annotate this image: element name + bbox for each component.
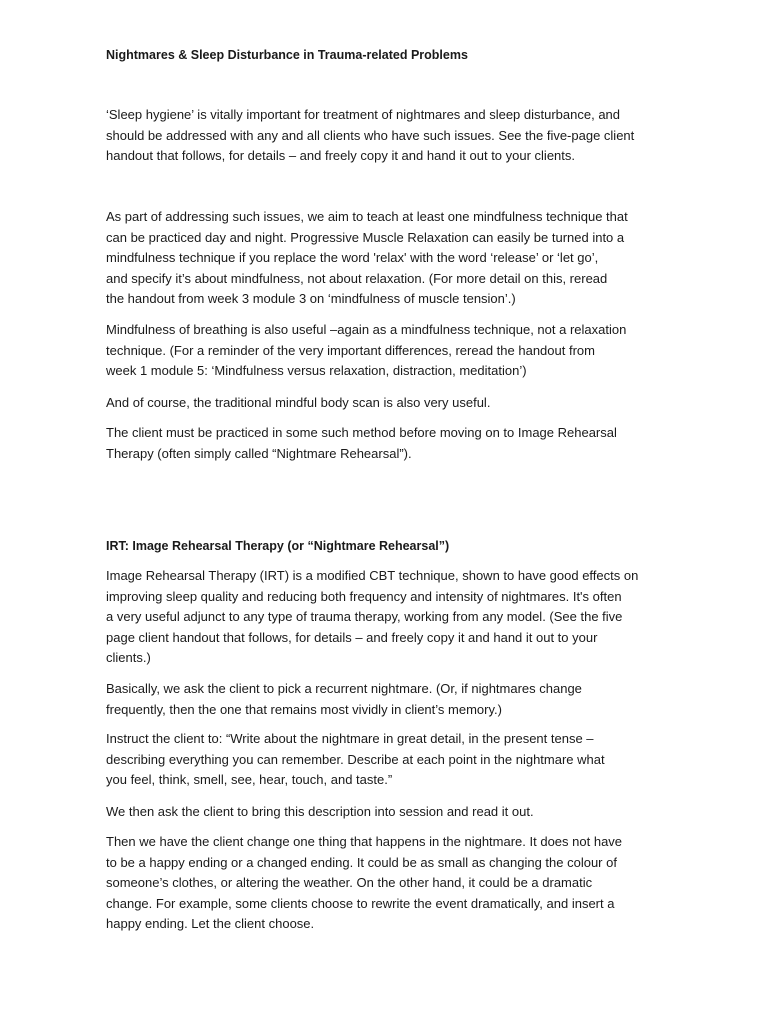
paragraph-mindfulness-technique: As part of addressing such issues, we aim to teach at least one mindfulness technique that can be practiced day and night. Progressive Muscle Relaxation can easily be turned into a mindfulness technique if you replace the word 'relax' with the word ‘release’ or ‘let go’, and specify it’s about mindfulness, not about relaxation. (For more detail on this, reread the handout from week 3 module 3 on ‘mindfulness of muscle tension’.)	[106, 209, 628, 307]
paragraph-change-one-thing: Then we have the client change one thing that happens in the nightmare. It does not have to be a happy ending or a changed ending. It could be as small as changing the colour of someone’s clothes, or altering the weather. On the other hand, it could be a dramatic change. For example, some clients choose to rewrite the event dramatically, and insert a happy ending. Let the client choose.	[106, 834, 623, 932]
section-heading-irt: IRT: Image Rehearsal Therapy (or “Nightmare Rehearsal”)	[106, 539, 450, 553]
paragraph-read-in-session: We then ask the client to bring this description into session and read it out.	[106, 804, 534, 819]
document-title: Nightmares & Sleep Disturbance in Trauma-related Problems	[106, 48, 468, 62]
paragraph-sleep-hygiene: ‘Sleep hygiene’ is vitally important for treatment of nightmares and sleep disturbance, and should be addressed with any and all clients who have such issues. See the five-page client handout that follows, for details – and freely copy it and hand it out to your clients.	[106, 107, 635, 164]
paragraph-body-scan: And of course, the traditional mindful body scan is also very useful.	[106, 395, 491, 410]
paragraph-instruct-client: Instruct the client to: “Write about the nightmare in great detail, in the present tense – describing everything you can remember. Describe at each point in the nightmare what you feel, think, smell, see, hear, touch, and taste.”	[106, 731, 605, 788]
paragraph-mindfulness-breathing: Mindfulness of breathing is also useful –again as a mindfulness technique, not a relaxation technique. (For a reminder of the very important differences, reread the handout from week 1 module 5: ‘Mindfulness versus relaxation, distraction, meditation’)	[106, 322, 627, 379]
paragraph-irt-intro: Image Rehearsal Therapy (IRT) is a modified CBT technique, shown to have good effects on improving sleep quality and reducing both frequency and intensity of nightmares. It's often a very useful adjunct to any type of trauma therapy, working from any model. (See the five page client handout that follows, for details – and freely copy it and hand it out to your clients.)	[106, 568, 639, 666]
paragraph-practice-before-irt: The client must be practiced in some such method before moving on to Image Rehearsal Therapy (often simply called “Nightmare Rehearsal”).	[106, 425, 617, 461]
paragraph-pick-nightmare: Basically, we ask the client to pick a recurrent nightmare. (Or, if nightmares change frequently, then the one that remains most vividly in client’s memory.)	[106, 681, 582, 717]
